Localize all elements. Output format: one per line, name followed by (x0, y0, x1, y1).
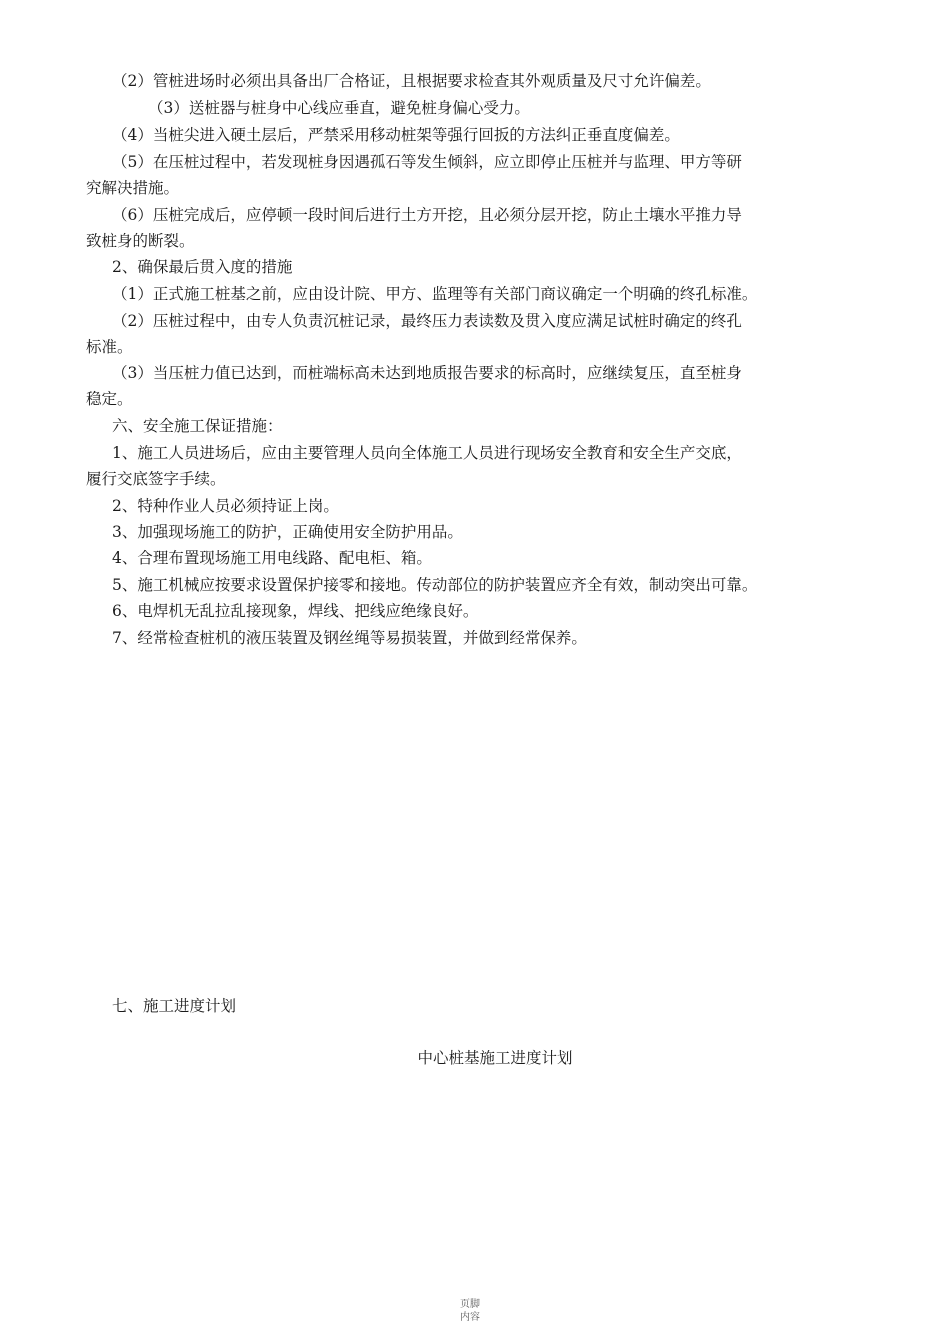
schedule-title: 中心桩基施工进度计划 (417, 1049, 573, 1067)
section-heading: 六、安全施工保证措施： (112, 417, 283, 435)
paragraph-line: （3）送桩器与桩身中心线应垂直，避免桩身偏心受力。 (148, 99, 530, 117)
paragraph-line: 稳定。 (86, 390, 133, 408)
footer-line-1: 页脚 (460, 1299, 480, 1310)
footer-line-2: 内容 (460, 1312, 480, 1323)
paragraph-line: 4、合理布置现场施工用电线路、配电柜、箱。 (112, 549, 432, 567)
paragraph-line: 7、经常检查桩机的液压装置及钢丝绳等易损装置，并做到经常保养。 (112, 629, 587, 647)
section-7-heading: 七、施工进度计划 (112, 997, 237, 1015)
paragraph-line: 履行交底签字手续。 (86, 470, 226, 488)
paragraph-line: （4）当桩尖进入硬土层后，严禁采用移动桩架等强行回扳的方法纠正垂直度偏差。 (112, 126, 680, 144)
paragraph-line: 2、特种作业人员必须持证上岗。 (112, 497, 339, 515)
paragraph-line: （1）正式施工桩基之前，应由设计院、甲方、监理等有关部门商议确定一个明确的终孔标准。 (112, 285, 758, 303)
paragraph-line: 1、施工人员进场后，应由主要管理人员向全体施工人员进行现场安全教育和安全生产交底， (112, 444, 742, 462)
section-heading: 2、确保最后贯入度的措施 (112, 258, 293, 276)
paragraph-line: 5、施工机械应按要求设置保护接零和接地。传动部位的防护装置应齐全有效，制动突出可靠。 (112, 576, 758, 594)
paragraph-line: 究解决措施。 (86, 179, 180, 197)
page-footer (0, 1298, 940, 1324)
paragraph-line: 标准。 (86, 338, 133, 356)
paragraph-line: （6）压桩完成后，应停顿一段时间后进行土方开挖，且必须分层开挖，防止土壤水平推力导 (112, 206, 742, 224)
paragraph-line: （2）压桩过程中，由专人负责沉桩记录，最终压力表读数及贯入度应满足试桩时确定的终孔 (112, 312, 742, 330)
paragraph-line: （5）在压桩过程中，若发现桩身因遇孤石等发生倾斜，应立即停止压桩并与监理、甲方等研 (112, 153, 742, 171)
paragraph-line: （3）当压桩力值已达到，而桩端标高未达到地质报告要求的标高时，应继续复压，直至桩身 (112, 364, 742, 382)
paragraph-line: （2）管桩进场时必须出具备出厂合格证，且根据要求检查其外观质量及尺寸允许偏差。 (112, 72, 711, 90)
paragraph-line: 致桩身的断裂。 (86, 232, 195, 250)
paragraph-line: 6、电焊机无乱拉乱接现象，焊线、把线应绝缘良好。 (112, 602, 479, 620)
paragraph-line: 3、加强现场施工的防护，正确使用安全防护用品。 (112, 523, 463, 541)
